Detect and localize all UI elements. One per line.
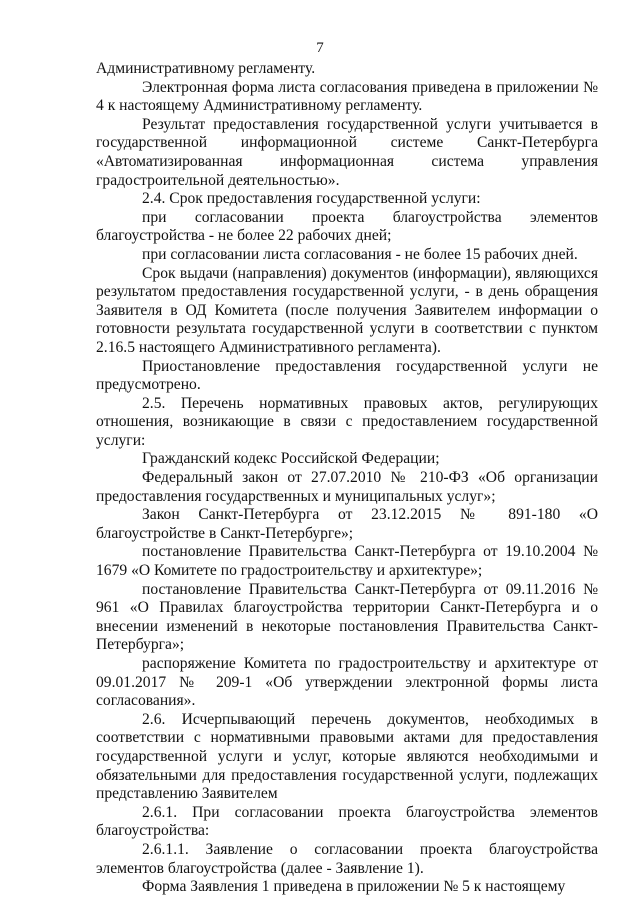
paragraph-10: Гражданский кодекс Российской Федерации;	[142, 450, 440, 468]
paragraph-19: Форма Заявления 1 приведена в приложении № 5 к настоящему	[142, 878, 566, 896]
paragraph-8: Приостановление предоставления государственной услуги не предусмотрено.	[96, 357, 598, 394]
paragraph-16: 2.6. Исчерпывающий перечень документов, необходимых в соответствии с нормативными правовыми актами для предоставления государственной услуги и услуг, которые являются необходимыми и обязательными для предоставления государственной услуги, подлежащих представлению Заявителем	[96, 710, 598, 803]
document-body	[96, 60, 598, 897]
paragraph-3: Результат предоставления государственной услуги учитывается в государственной информационной системе Санкт-Петербурга «Автоматизированная информационная система управления градостроительной деятельностью».	[96, 115, 598, 189]
paragraph-9: 2.5. Перечень нормативных правовых актов, регулирующих отношения, возникающие в связи с предоставлением государственной услуги:	[96, 394, 598, 449]
paragraph-7: Срок выдачи (направления) документов (информации), являющихся результатом предоставления государственной услуги, - в день обращения Заявителя в ОД Комитета (после получения Заявителем информации о готовности результата государственной услуги в соответствии с пунктом 2.16.5 настоящего Административного регламента).	[96, 264, 598, 356]
paragraph-14: постановление Правительства Санкт-Петербурга от 09.11.2016 № 961 «О Правилах благоустройства территории Санкт-Петербурга и о внесении изменений в некоторые постановления Правительства Санкт-Петербурга»;	[96, 580, 598, 654]
paragraph-12: Закон Санкт-Петербурга от 23.12.2015 № 891-180 «О благоустройстве в Санкт-Петербурге»;	[96, 506, 598, 542]
paragraph-15: распоряжение Комитета по градостроительству и архитектуре от 09.01.2017 № 209-1 «Об утверждении электронной формы листа согласования».	[96, 655, 598, 710]
paragraph-4: 2.4. Срок предоставления государственной услуги:	[142, 190, 481, 208]
paragraph-5: при согласовании проекта благоустройства элементов благоустройства - не более 22 рабочих дней;	[96, 208, 598, 245]
paragraph-1: Административному регламенту.	[96, 60, 316, 77]
paragraph-6: при согласовании листа согласования - не более 15 рабочих дней.	[142, 245, 578, 263]
paragraph-11: Федеральный закон от 27.07.2010 № 210-ФЗ «Об организации предоставления государственных и муниципальных услуг»;	[96, 469, 598, 505]
page-number: 7	[316, 40, 324, 56]
paragraph-18: 2.6.1.1. Заявление о согласовании проекта благоустройства элементов благоустройства (далее - Заявление 1).	[96, 840, 598, 877]
paragraph-2: Электронная форма листа согласования приведена в приложении № 4 к настоящему Административному регламенту.	[96, 78, 598, 115]
paragraph-17: 2.6.1. При согласовании проекта благоустройства элементов благоустройства:	[96, 803, 598, 840]
paragraph-13: постановление Правительства Санкт-Петербурга от 19.10.2004 № 1679 «О Комитете по градостроительству и архитектуре»;	[96, 543, 598, 580]
